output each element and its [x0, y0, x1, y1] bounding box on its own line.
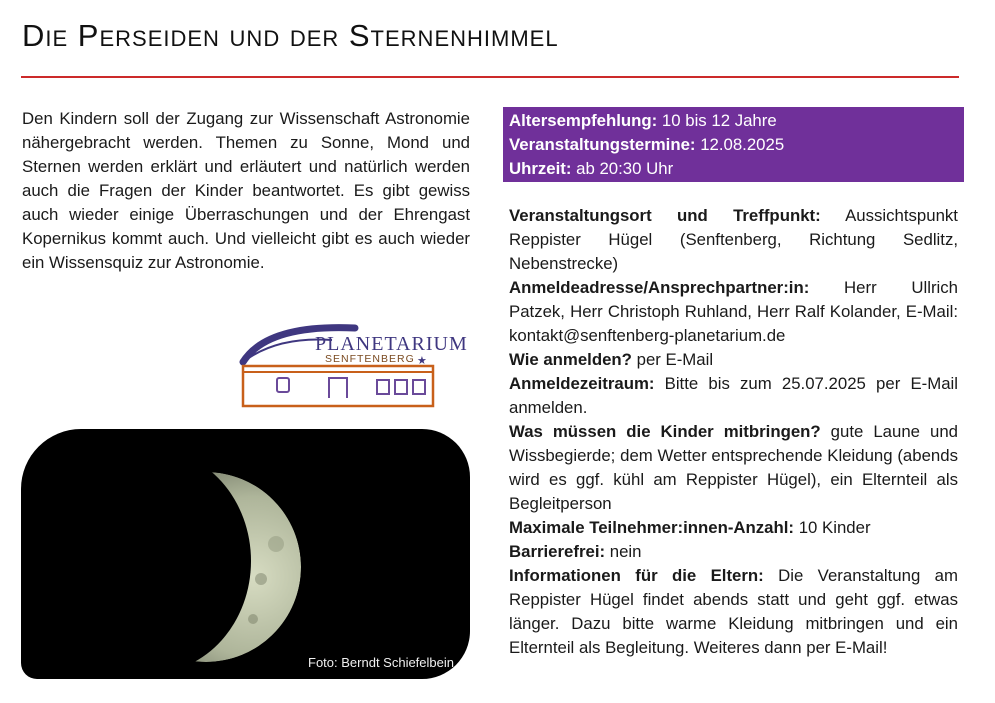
crescent-moon-image — [21, 429, 470, 679]
detail-what-to-bring: Was müssen die Kinder mitbringen? gute Laune und Wissbegierde; dem Wetter entsprechende Kleidung (abends wird es ggf. kühl am Reppister Hügel), ein Elternteil als Begleitperson — [509, 422, 958, 513]
planetarium-logo — [237, 322, 469, 412]
time-label: Uhrzeit: — [509, 159, 572, 178]
detail-registration-method: Wie anmelden? per E-Mail — [509, 350, 714, 369]
detail-accessibility: Barrierefrei: nein — [509, 542, 642, 561]
time-row — [509, 157, 964, 181]
age-value: 10 bis 12 Jahre — [661, 111, 777, 130]
dates-value: 12.08.2025 — [700, 135, 785, 154]
detail-parent-info: Informationen für die Eltern: Die Veranstaltung am Reppister Hügel findet abends statt und geht ggf. etwas länger. Dazu bitte warme Kleidung mitbringen und ein Elternteil als Begleitung. Weiteres dann per E-Mail! — [509, 566, 958, 657]
detail-contact: Anmeldeadresse/Ansprechpartner:in: Herr Ullrich Patzek, Herr Christoph Ruhland, Herr Ralf Kolander, E-Mail: kontakt@senftenberg-planetarium.de — [509, 278, 958, 345]
page-title: Die Perseiden und der Sternenhimmel — [22, 18, 559, 53]
dates-label: Veranstaltungstermine: — [509, 135, 696, 154]
dates-row — [509, 133, 964, 157]
age-row — [509, 109, 964, 133]
photo-credit: Foto: Berndt Schiefelbein — [308, 655, 454, 670]
detail-registration-period: Anmeldezeitraum: Bitte bis zum 25.07.2025 per E-Mail anmelden. — [509, 374, 958, 417]
time-value: ab 20:30 Uhr — [576, 159, 674, 178]
title-divider — [21, 76, 959, 78]
planetarium-logo-graphic — [237, 322, 469, 412]
event-details — [509, 204, 958, 660]
age-label: Altersempfehlung: — [509, 111, 658, 130]
logo-line2: SENFTENBERG — [325, 353, 415, 365]
detail-location: Veranstaltungsort und Treffpunkt: Aussichtspunkt Reppister Hügel (Senftenberg, Richtung Sedlitz, Nebenstrecke) — [509, 206, 958, 273]
moon-photo — [21, 429, 470, 679]
intro-text: Den Kindern soll der Zugang zur Wissenschaft Astronomie nähergebracht werden. Themen zu Sonne, Mond und Sternen werden erklärt und erläutert und natürlich werden auch die Fragen der Kinder beantwortet. Es gibt gewiss auch wieder einige Überraschungen und der Ehrengast Kopernikus kommt auch. Und vielleicht gibt es auch wieder ein Wissensquiz zur Astronomie. — [22, 109, 470, 272]
event-info-box — [503, 107, 964, 182]
star-icon: ★ — [417, 354, 427, 367]
detail-max-participants: Maximale Teilnehmer:innen-Anzahl: 10 Kinder — [509, 518, 871, 537]
logo-line1: PLANETARIUM — [315, 333, 468, 355]
